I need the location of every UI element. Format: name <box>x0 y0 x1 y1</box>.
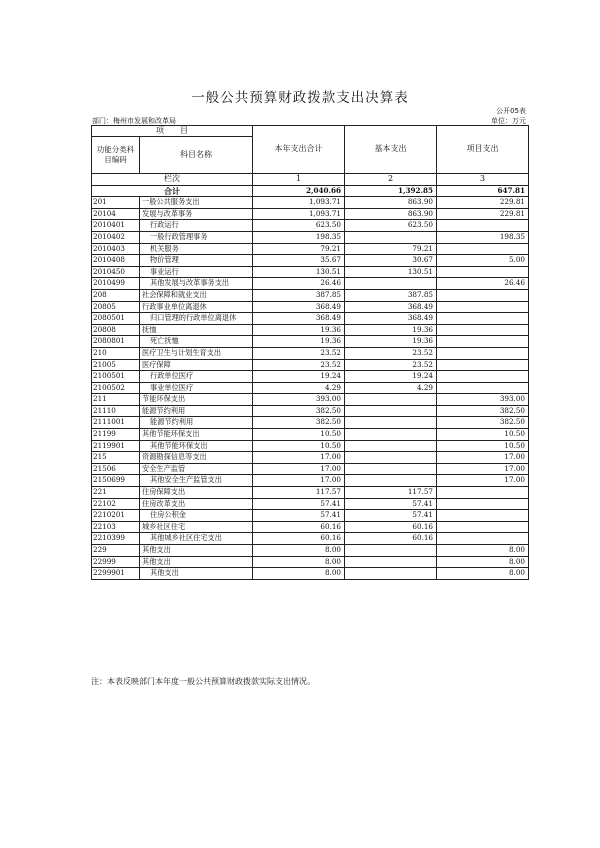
row-project: 17.00 <box>437 463 529 475</box>
row-project: 229.81 <box>437 197 529 209</box>
row-project <box>437 220 529 232</box>
column-number-3: 3 <box>437 174 529 186</box>
table-row <box>92 382 529 394</box>
row-code: 2210399 <box>92 533 140 545</box>
table-row <box>92 394 529 406</box>
row-name: 其他安全生产监管支出 <box>140 475 253 487</box>
row-name: 抚恤 <box>140 324 253 336</box>
row-total: 1,093.71 <box>253 197 345 209</box>
table-row <box>92 429 529 441</box>
row-basic <box>345 278 437 290</box>
row-project: 17.00 <box>437 475 529 487</box>
table-row <box>92 324 529 336</box>
row-basic <box>345 417 437 429</box>
row-total: 8.00 <box>253 556 345 568</box>
row-project <box>437 289 529 301</box>
row-total: 387.85 <box>253 289 345 301</box>
row-total: 623.50 <box>253 220 345 232</box>
row-code: 2010450 <box>92 266 140 278</box>
row-total: 368.49 <box>253 313 345 325</box>
row-total: 17.00 <box>253 475 345 487</box>
table-row <box>92 498 529 510</box>
row-code: 208 <box>92 289 140 301</box>
row-name: 事业运行 <box>140 266 253 278</box>
row-project: 5.00 <box>437 255 529 267</box>
row-code: 2010408 <box>92 255 140 267</box>
row-code: 2150699 <box>92 475 140 487</box>
row-basic: 23.52 <box>345 347 437 359</box>
row-total: 19.36 <box>253 336 345 348</box>
row-code: 2080801 <box>92 336 140 348</box>
row-name: 行政运行 <box>140 220 253 232</box>
row-basic <box>345 394 437 406</box>
row-project: 8.00 <box>437 545 529 557</box>
row-code: 2010403 <box>92 243 140 255</box>
row-project: 382.50 <box>437 417 529 429</box>
row-basic <box>345 440 437 452</box>
table-row <box>92 255 529 267</box>
row-basic <box>345 463 437 475</box>
row-total: 117.57 <box>253 487 345 499</box>
table-row <box>92 289 529 301</box>
row-project <box>437 510 529 522</box>
table-row <box>92 556 529 568</box>
row-total: 1,093.71 <box>253 208 345 220</box>
row-basic <box>345 568 437 580</box>
row-basic: 623.50 <box>345 220 437 232</box>
row-project <box>437 359 529 371</box>
row-name: 事业单位医疗 <box>140 382 253 394</box>
row-project <box>437 313 529 325</box>
row-total: 19.36 <box>253 324 345 336</box>
header-code: 功能分类科目编码 <box>92 137 140 174</box>
row-total: 368.49 <box>253 301 345 313</box>
row-code: 21005 <box>92 359 140 371</box>
row-project: 17.00 <box>437 452 529 464</box>
row-basic: 79.21 <box>345 243 437 255</box>
row-project <box>437 487 529 499</box>
row-basic: 368.49 <box>345 313 437 325</box>
table-row <box>92 568 529 580</box>
row-project <box>437 266 529 278</box>
table-row <box>92 510 529 522</box>
table-row <box>92 336 529 348</box>
table-row <box>92 545 529 557</box>
header-basic: 基本支出 <box>345 126 437 174</box>
row-basic <box>345 475 437 487</box>
row-total: 57.41 <box>253 498 345 510</box>
row-basic: 57.41 <box>345 510 437 522</box>
row-code: 2210201 <box>92 510 140 522</box>
row-total: 23.52 <box>253 347 345 359</box>
row-basic: 387.85 <box>345 289 437 301</box>
row-basic: 19.36 <box>345 336 437 348</box>
row-code: 2010499 <box>92 278 140 290</box>
row-basic: 130.51 <box>345 266 437 278</box>
row-name: 住房改革支出 <box>140 498 253 510</box>
row-basic: 57.41 <box>345 498 437 510</box>
row-project: 8.00 <box>437 568 529 580</box>
row-project <box>437 324 529 336</box>
row-basic: 30.67 <box>345 255 437 267</box>
row-basic <box>345 452 437 464</box>
page-title: 一般公共预算财政拨款支出决算表 <box>191 90 409 106</box>
row-project: 10.50 <box>437 440 529 452</box>
row-name: 安全生产监管 <box>140 463 253 475</box>
row-name: 其他支出 <box>140 568 253 580</box>
table-row <box>92 208 529 220</box>
row-basic: 863.90 <box>345 197 437 209</box>
row-total: 393.00 <box>253 394 345 406</box>
row-basic: 368.49 <box>345 301 437 313</box>
header-project: 项目支出 <box>437 126 529 174</box>
row-name: 医疗保障 <box>140 359 253 371</box>
row-basic: 117.57 <box>345 487 437 499</box>
row-code: 21199 <box>92 429 140 441</box>
row-project: 393.00 <box>437 394 529 406</box>
row-total: 4.29 <box>253 382 345 394</box>
table-row <box>92 452 529 464</box>
row-total: 60.16 <box>253 521 345 533</box>
row-code: 20805 <box>92 301 140 313</box>
row-code: 2299901 <box>92 568 140 580</box>
column-number-1: 1 <box>253 174 345 186</box>
row-code: 2100501 <box>92 371 140 383</box>
row-name: 资源勘探信息等支出 <box>140 452 253 464</box>
row-code: 2111001 <box>92 417 140 429</box>
row-project: 198.35 <box>437 231 529 243</box>
table-row <box>92 533 529 545</box>
row-name: 其他节能环保支出 <box>140 440 253 452</box>
row-basic <box>345 231 437 243</box>
row-code: 221 <box>92 487 140 499</box>
table-row <box>92 371 529 383</box>
row-name: 机关服务 <box>140 243 253 255</box>
department-label: 部门：梅州市发展和改革局 <box>92 117 176 125</box>
table-row <box>92 405 529 417</box>
table-row <box>92 301 529 313</box>
total-amount: 2,040.66 <box>253 185 345 197</box>
total-label: 合计 <box>92 185 253 197</box>
row-basic <box>345 556 437 568</box>
table-row <box>92 266 529 278</box>
row-total: 57.41 <box>253 510 345 522</box>
row-code: 2119901 <box>92 440 140 452</box>
row-code: 229 <box>92 545 140 557</box>
row-project: 8.00 <box>437 556 529 568</box>
row-code: 22999 <box>92 556 140 568</box>
row-code: 215 <box>92 452 140 464</box>
table-row <box>92 278 529 290</box>
row-code: 2080501 <box>92 313 140 325</box>
table-body <box>92 197 529 580</box>
row-basic: 60.16 <box>345 533 437 545</box>
row-name: 住房公积金 <box>140 510 253 522</box>
table-row <box>92 417 529 429</box>
table-row <box>92 463 529 475</box>
table-row <box>92 475 529 487</box>
row-total: 26.46 <box>253 278 345 290</box>
form-number: 公开05表 <box>496 107 526 115</box>
row-name: 其他城乡社区住宅支出 <box>140 533 253 545</box>
table-row <box>92 359 529 371</box>
table-row <box>92 521 529 533</box>
row-name: 城乡社区住宅 <box>140 521 253 533</box>
row-code: 22103 <box>92 521 140 533</box>
table-row <box>92 347 529 359</box>
row-code: 211 <box>92 394 140 406</box>
row-project <box>437 498 529 510</box>
column-number-2: 2 <box>345 174 437 186</box>
table-row <box>92 243 529 255</box>
row-total: 60.16 <box>253 533 345 545</box>
row-total: 35.67 <box>253 255 345 267</box>
row-code: 2100502 <box>92 382 140 394</box>
row-code: 2010401 <box>92 220 140 232</box>
row-project <box>437 533 529 545</box>
row-code: 201 <box>92 197 140 209</box>
row-name: 节能环保支出 <box>140 394 253 406</box>
row-project: 382.50 <box>437 405 529 417</box>
row-project <box>437 371 529 383</box>
row-name: 医疗卫生与计划生育支出 <box>140 347 253 359</box>
row-total: 17.00 <box>253 463 345 475</box>
row-total: 17.00 <box>253 452 345 464</box>
row-basic <box>345 545 437 557</box>
total-project: 647.81 <box>437 185 529 197</box>
row-project <box>437 347 529 359</box>
expenditure-table <box>91 125 529 580</box>
row-name: 行政事业单位离退休 <box>140 301 253 313</box>
row-basic: 4.29 <box>345 382 437 394</box>
row-name: 死亡抚恤 <box>140 336 253 348</box>
row-name: 行政单位医疗 <box>140 371 253 383</box>
row-total: 382.50 <box>253 417 345 429</box>
row-project <box>437 243 529 255</box>
table-row <box>92 440 529 452</box>
row-code: 2010402 <box>92 231 140 243</box>
row-project <box>437 301 529 313</box>
row-project: 26.46 <box>437 278 529 290</box>
row-name: 住房保障支出 <box>140 487 253 499</box>
row-basic: 19.24 <box>345 371 437 383</box>
row-code: 21110 <box>92 405 140 417</box>
header-name: 科目名称 <box>140 137 253 174</box>
row-total: 382.50 <box>253 405 345 417</box>
row-total: 8.00 <box>253 568 345 580</box>
row-name: 能源节约利用 <box>140 417 253 429</box>
row-total: 10.50 <box>253 440 345 452</box>
row-name: 发展与改革事务 <box>140 208 253 220</box>
row-code: 21506 <box>92 463 140 475</box>
row-name: 归口管理的行政单位离退休 <box>140 313 253 325</box>
row-name: 其他节能环保支出 <box>140 429 253 441</box>
row-name: 其他发展与改革事务支出 <box>140 278 253 290</box>
row-project: 229.81 <box>437 208 529 220</box>
table-row <box>92 231 529 243</box>
row-project <box>437 382 529 394</box>
header-total: 本年支出合计 <box>253 126 345 174</box>
unit-label: 单位：万元 <box>491 117 526 125</box>
row-total: 79.21 <box>253 243 345 255</box>
row-total: 130.51 <box>253 266 345 278</box>
row-total: 198.35 <box>253 231 345 243</box>
row-name: 其他支出 <box>140 545 253 557</box>
row-basic: 19.36 <box>345 324 437 336</box>
footnote: 注：本表反映部门本年度一般公共预算财政拨款实际支出情况。 <box>91 677 315 686</box>
row-name: 能源节约利用 <box>140 405 253 417</box>
table-row <box>92 220 529 232</box>
row-basic <box>345 429 437 441</box>
table-row <box>92 197 529 209</box>
row-name: 一般公共服务支出 <box>140 197 253 209</box>
row-code: 20104 <box>92 208 140 220</box>
row-code: 22102 <box>92 498 140 510</box>
row-basic <box>345 405 437 417</box>
row-basic: 60.16 <box>345 521 437 533</box>
row-name: 一般行政管理事务 <box>140 231 253 243</box>
row-code: 20808 <box>92 324 140 336</box>
row-name: 物价管理 <box>140 255 253 267</box>
row-total: 23.52 <box>253 359 345 371</box>
header-item: 项 目 <box>92 126 253 137</box>
row-project: 10.50 <box>437 429 529 441</box>
row-total: 10.50 <box>253 429 345 441</box>
row-name: 社会保障和就业支出 <box>140 289 253 301</box>
row-total: 19.24 <box>253 371 345 383</box>
row-basic: 863.90 <box>345 208 437 220</box>
total-basic: 1,392.85 <box>345 185 437 197</box>
table-row <box>92 313 529 325</box>
table-row <box>92 487 529 499</box>
row-name: 其他支出 <box>140 556 253 568</box>
row-code: 210 <box>92 347 140 359</box>
row-project <box>437 521 529 533</box>
row-total: 8.00 <box>253 545 345 557</box>
row-project <box>437 336 529 348</box>
row-basic: 23.52 <box>345 359 437 371</box>
header-column-label: 栏次 <box>92 174 253 186</box>
